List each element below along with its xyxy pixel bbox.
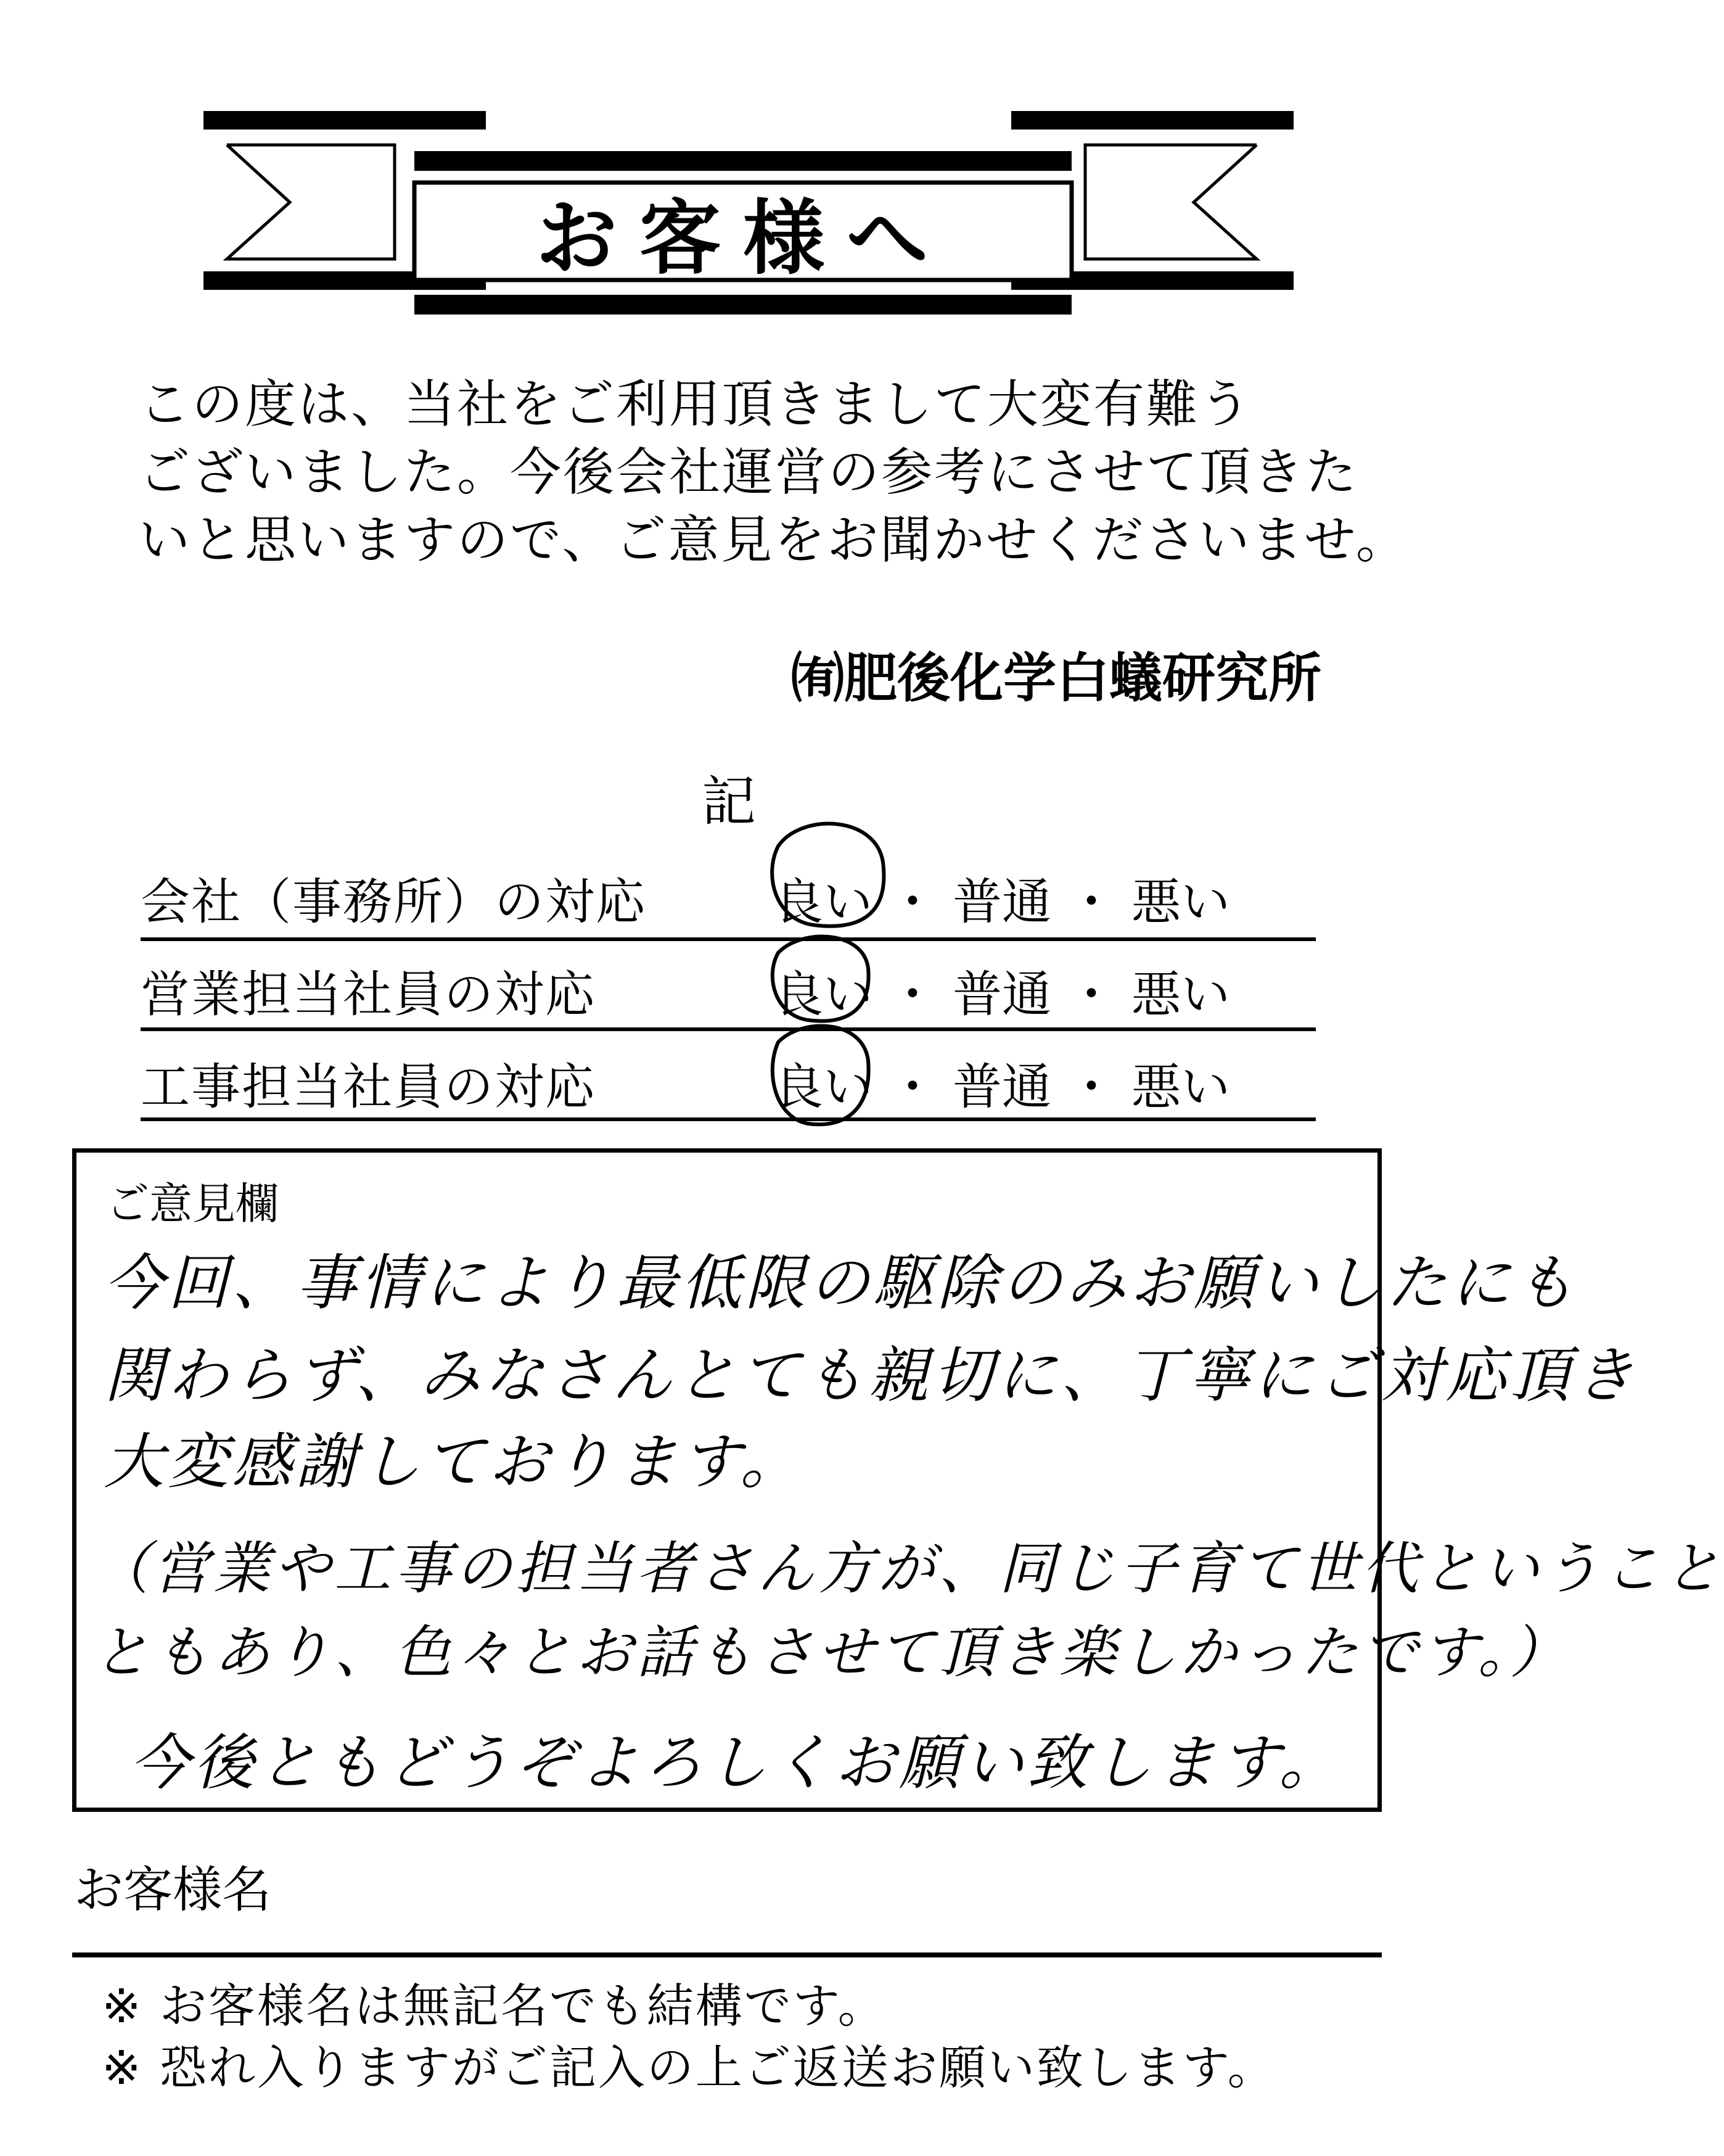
banner-title: お客様へ <box>536 191 950 286</box>
heading-ki: 記 <box>702 770 757 833</box>
separator: ・ <box>1067 873 1116 931</box>
separator: ・ <box>888 1058 937 1116</box>
rating-row-label: 会社（事務所）の対応 <box>141 873 646 931</box>
separator: ・ <box>888 873 937 931</box>
note: ※ お客様名は無記名でも結構です。 <box>102 1978 887 2033</box>
selection-circles <box>0 0 1448 1172</box>
option-good[interactable]: 良い <box>774 1058 872 1116</box>
handwritten-line: （営業や工事の担当者さん方が、同じ子育て世代ということ <box>92 1536 1724 1602</box>
option-bad[interactable]: 悪い <box>1131 1058 1230 1116</box>
handwritten-line: 関わらず、みなさんとても親切に、丁寧にご対応頂き <box>104 1341 1638 1411</box>
selection-circle <box>772 824 884 926</box>
handwritten-line: 今回、事情により最低限の駆除のみお願いしたにも <box>104 1248 1579 1319</box>
intro-line: いと思いますので、ご意見をお聞かせくださいませ。 <box>139 510 1409 570</box>
separator: ・ <box>888 966 937 1023</box>
option-normal[interactable]: 普通 <box>953 873 1051 931</box>
handwritten-line: 今後ともどうぞよろしくお願い致します。 <box>129 1728 1344 1798</box>
option-good[interactable]: 良い <box>774 873 872 931</box>
handwritten-line: 大変感謝しております。 <box>104 1427 805 1497</box>
intro-line: ございました。今後会社運営の参考にさせて頂きた <box>139 442 1358 502</box>
company-name: ㈲肥後化学白蟻研究所 <box>791 648 1321 709</box>
option-bad[interactable]: 悪い <box>1131 873 1230 931</box>
comment-label: ご意見欄 <box>106 1179 279 1229</box>
rating-row-label: 工事担当社員の対応 <box>141 1058 596 1116</box>
rating-row-label: 営業担当社員の対応 <box>141 966 596 1023</box>
selection-circle <box>773 1026 869 1125</box>
separator: ・ <box>1067 1058 1116 1116</box>
handwritten-line: ともあり、色々とお話もさせて頂き楽しかったです。） <box>92 1619 1570 1685</box>
separator: ・ <box>1067 966 1116 1023</box>
note: ※ 恐れ入りますがご記入の上ご返送お願い致します。 <box>102 2040 1276 2095</box>
customer-name-line <box>72 1952 1382 1957</box>
selection-circle <box>773 937 869 1021</box>
option-good[interactable]: 良い <box>774 966 872 1023</box>
intro-line: この度は、当社をご利用頂きまして大変有難う <box>139 374 1252 434</box>
option-normal[interactable]: 普通 <box>953 966 1051 1023</box>
option-bad[interactable]: 悪い <box>1131 966 1230 1023</box>
customer-name-label: お客様名 <box>74 1861 271 1919</box>
option-normal[interactable]: 普通 <box>953 1058 1051 1116</box>
